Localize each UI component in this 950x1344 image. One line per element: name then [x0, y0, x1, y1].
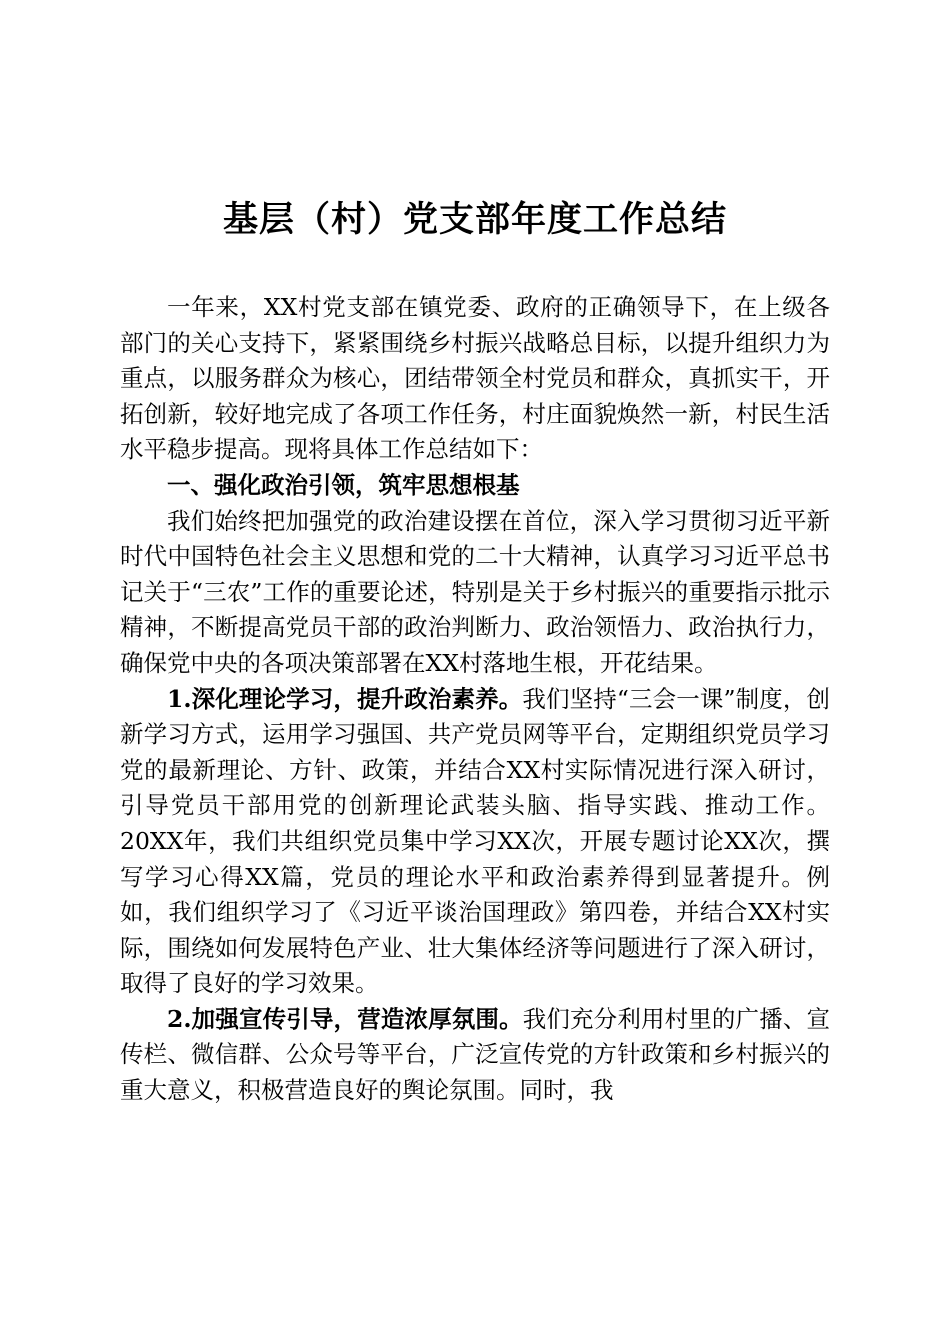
section-paragraph: 我们始终把加强党的政治建设摆在首位，深入学习贯彻习近平新时代中国特色社会主义思想和党的二十大精神，认真学习习近平总书记关于“三农”工作的重要论述，特别是关于乡村振兴的重要指示批示精神，不断提高党员干部的政治判断力、政治领悟力、政治执行力，确保党中央的各项决策部署在XX村落地生根，开花结果。	[120, 506, 830, 677]
list-item	[120, 682, 830, 1002]
document-body	[120, 290, 830, 1109]
item-lead: 2.加强宣传引导，营造浓厚氛围。	[167, 1004, 523, 1033]
item-lead: 1.深化理论学习，提升政治素养。	[167, 684, 523, 713]
intro-paragraph: 一年来，XX村党支部在镇党委、政府的正确领导下，在上级各部门的关心支持下，紧紧围绕乡村振兴战略总目标，以提升组织力为重点，以服务群众为核心，团结带领全村党员和群众，真抓实干，开拓创新，较好地完成了各项工作任务，村庄面貌焕然一新，村民生活水平稳步提高。现将具体工作总结如下：	[120, 293, 830, 464]
document-title: 基层（村）党支部年度工作总结	[222, 199, 727, 240]
list-item	[120, 1002, 830, 1109]
section-heading: 一、强化政治引领，筑牢思想根基	[167, 470, 520, 499]
item-text: 我们充分利用村里的广播、宣传栏、微信群、公众号等平台，广泛宣传党的方针政策和乡村振兴的重大意义，积极营造良好的舆论氛围。同时，我	[120, 1004, 830, 1105]
item-text: 我们坚持“三会一课”制度，创新学习方式，运用学习强国、共产党员网等平台，定期组织党员学习党的最新理论、方针、政策，并结合XX村实际情况进行深入研讨，引导党员干部用党的创新理论武装头脑、指导实践、推动工作。20XX年，我们共组织党员集中学习XX次，开展专题讨论XX次，撰写学习心得XX篇，党员的理论水平和政治素养得到显著提升。例如，我们组织学习了《习近平谈治国理政》第四卷，并结合XX村实际，围绕如何发展特色产业、壮大集体经济等问题进行了深入研讨，取得了良好的学习效果。	[120, 684, 830, 998]
